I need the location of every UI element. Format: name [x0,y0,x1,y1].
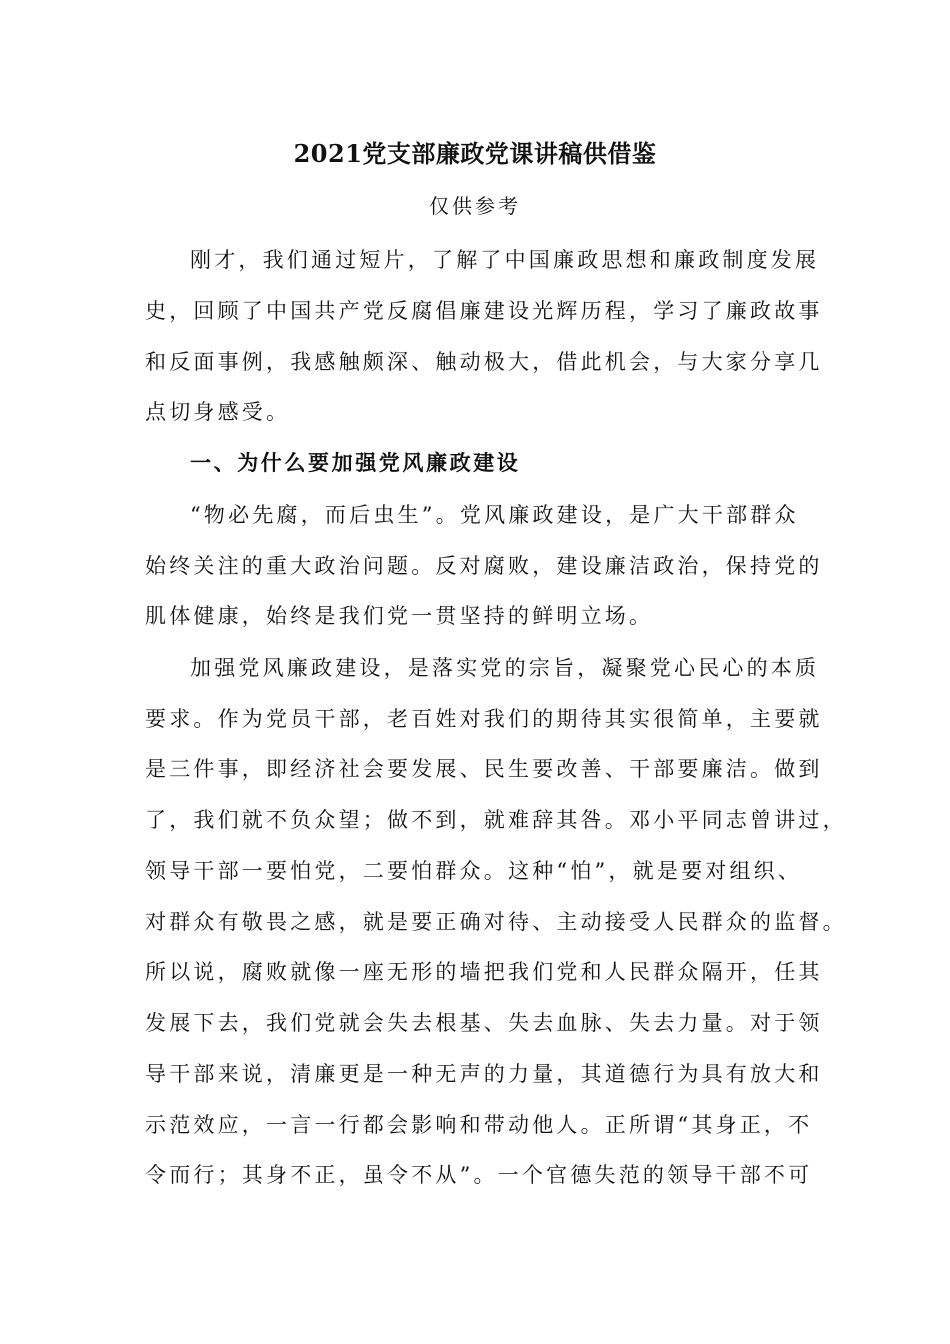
text-line: 点切身感受。 [145,400,291,424]
text-line: 了，我们就不负众望；做不到，就难辞其咎。邓小平同志曾讲过， [145,808,847,832]
text-line: “物必先腐，而后虫生”。党风廉政建设，是广大干部群众 [190,503,799,527]
text-line: 史，回顾了中国共产党反腐倡廉建设光辉历程，学习了廉政故事 [145,299,823,323]
text-line: 始终关注的重大政治问题。反对腐败，建设廉洁政治，保持党的 [145,554,823,578]
text-line: 领导干部一要怕党，二要怕群众。这种“怕”，就是要对组织、 [145,859,803,883]
text-line: 和反面事例，我感触颇深、触动极大，借此机会，与大家分享几 [145,350,823,374]
document-title: 2021党支部廉政党课讲稿供借鉴 [293,139,657,168]
text-line: 导干部来说，清廉更是一种无声的力量，其道德行为具有放大和 [145,1062,823,1086]
text-line: 发展下去，我们党就会失去根基、失去血脉、失去力量。对于领 [145,1011,823,1035]
text-line: 刚才，我们通过短片，了解了中国廉政思想和廉政制度发展 [190,248,820,272]
text-line: 肌体健康，始终是我们党一贯坚持的鲜明立场。 [145,604,654,628]
text-line: 令而行；其身不正，虽令不从”。一个官德失范的领导干部不可 [145,1163,813,1187]
text-line: 加强党风廉政建设，是落实党的宗旨，凝聚党心民心的本质 [190,656,820,680]
text-line: 示范效应，一言一行都会影响和带动他人。正所谓“其身正，不 [145,1113,813,1137]
section-heading: 一、为什么要加强党风廉政建设 [190,450,521,475]
text-line: 是三件事，即经济社会要发展、民生要改善、干部要廉洁。做到 [145,757,823,781]
text-line: 对群众有敬畏之感，就是要正确对待、主动接受人民群众的监督。 [145,910,847,934]
text-line: 所以说，腐败就像一座无形的墙把我们党和人民群众隔开，任其 [145,960,823,984]
document-subtitle: 仅供参考 [429,194,521,218]
text-line: 要求。作为党员干部，老百姓对我们的期待其实很简单，主要就 [145,707,823,731]
